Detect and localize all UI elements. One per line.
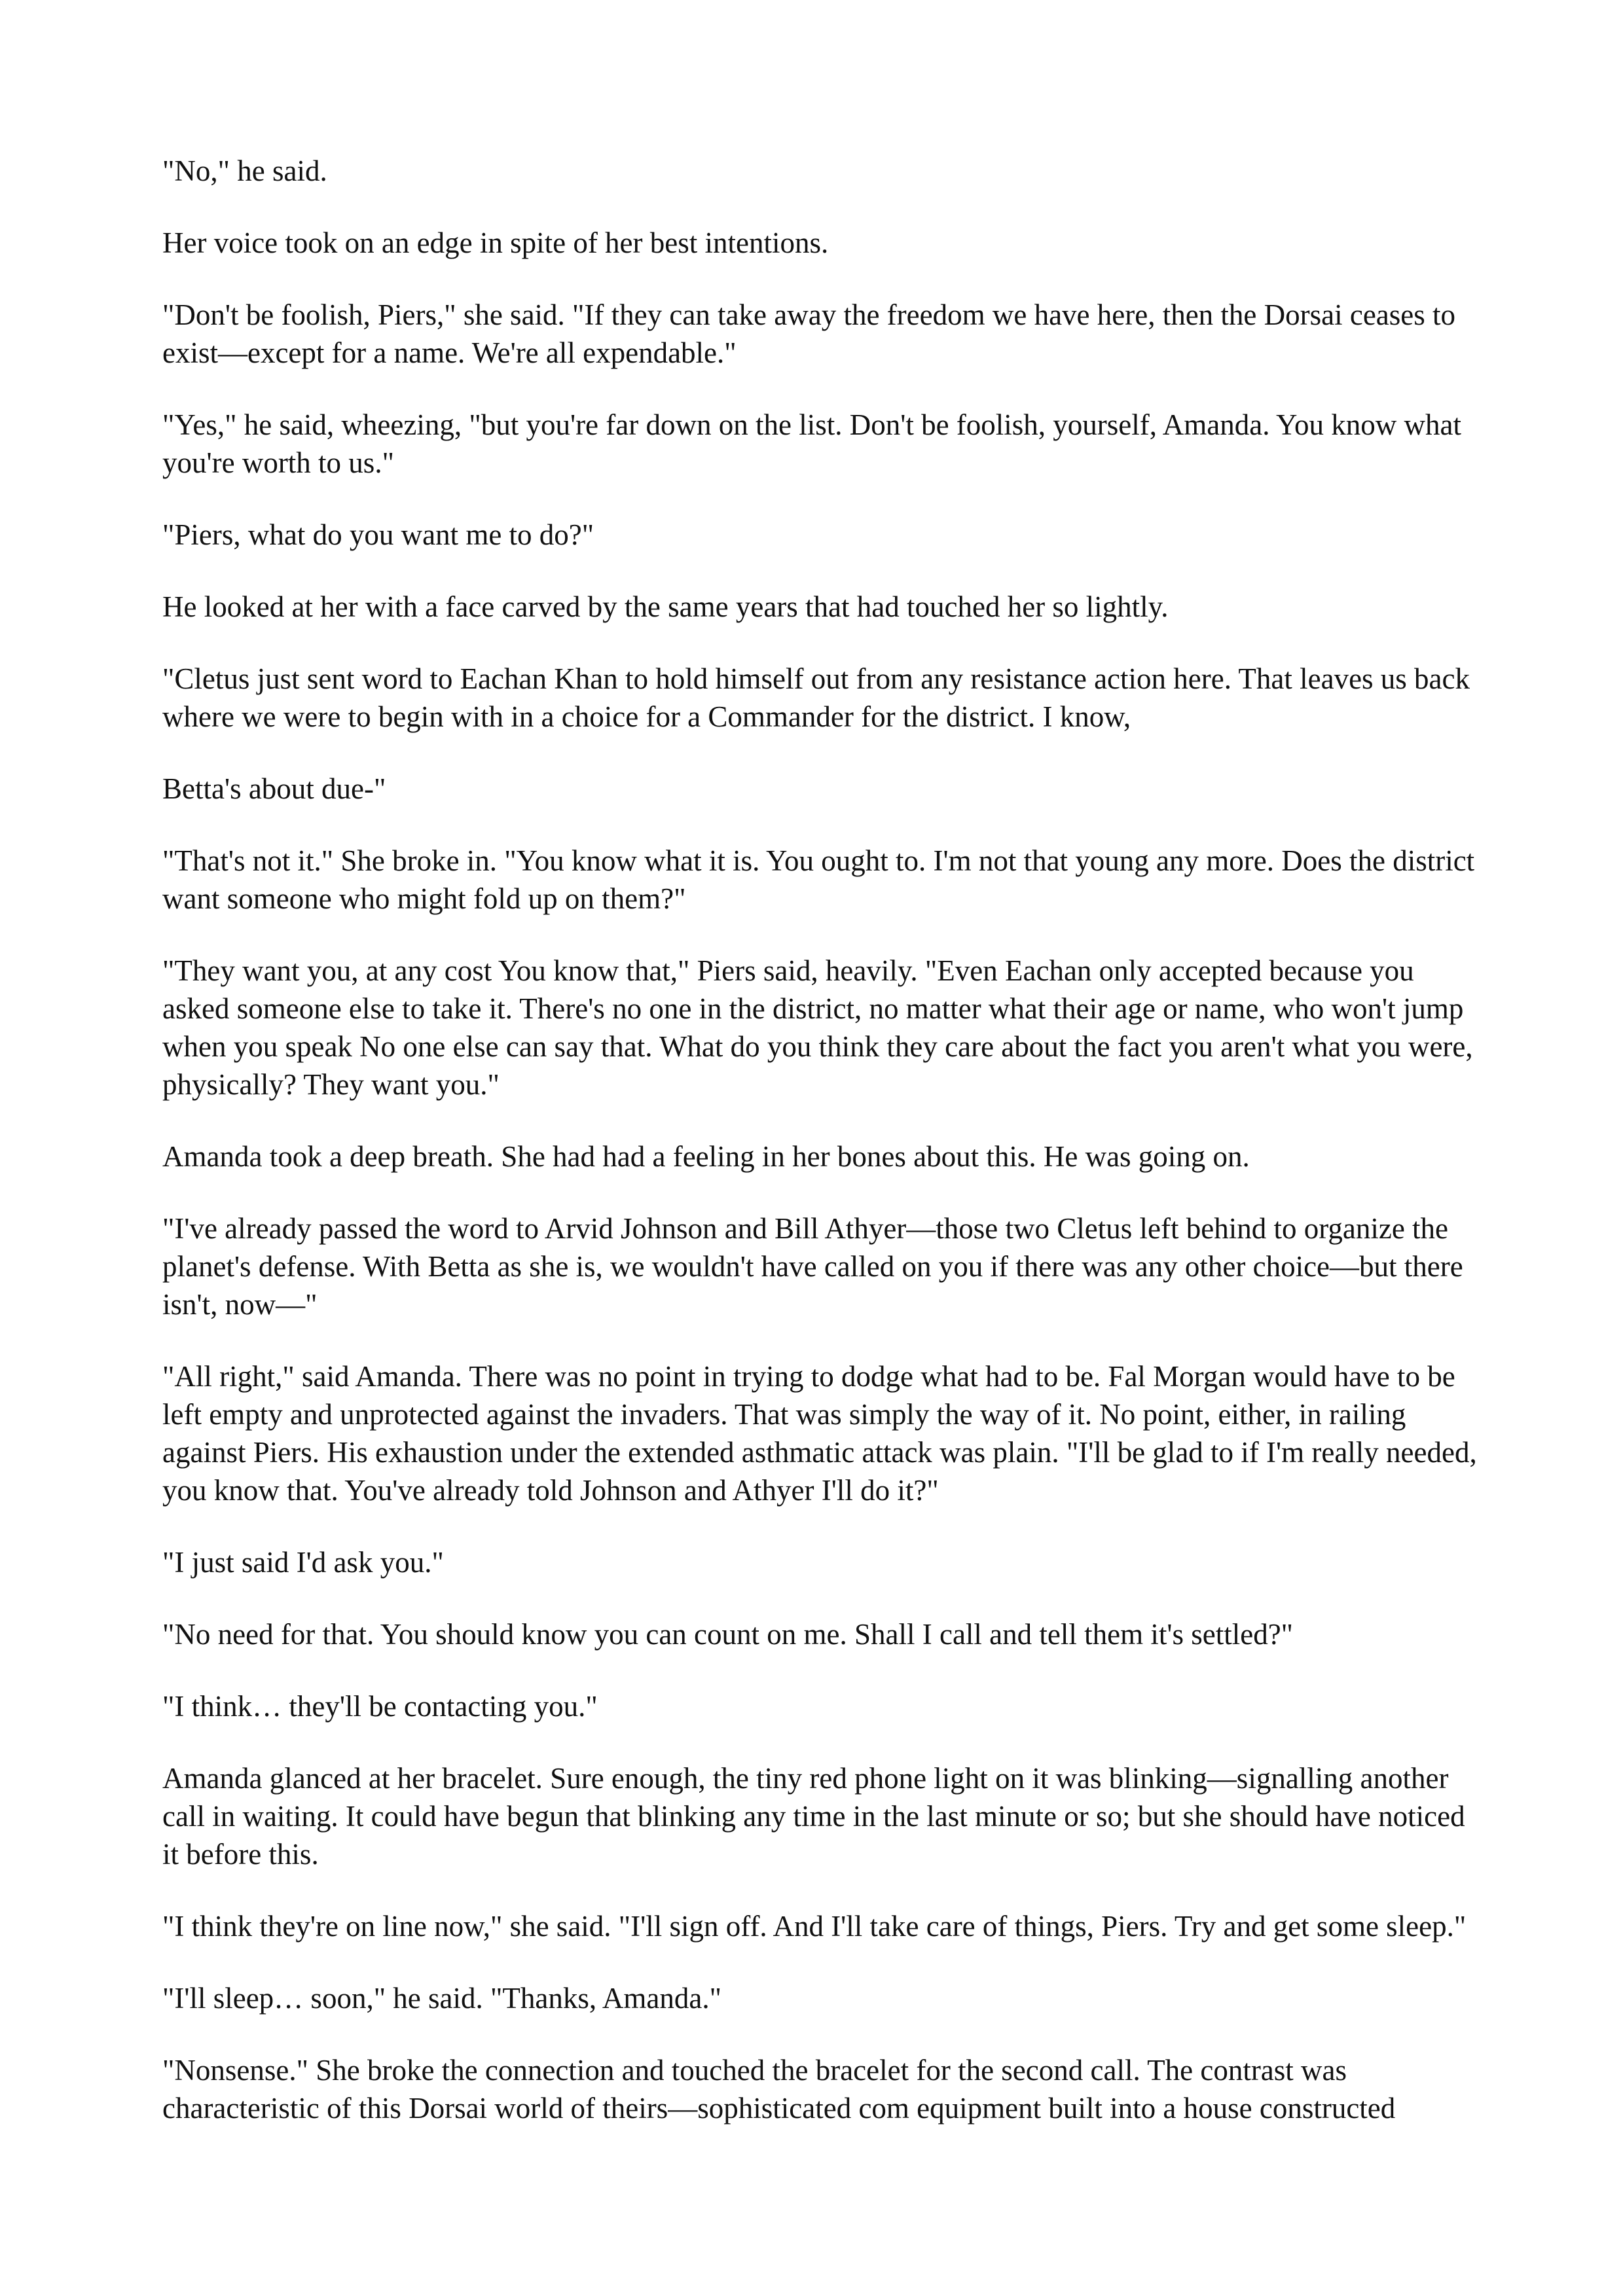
paragraph: "No," he said. <box>162 154 327 187</box>
paragraph: "I'll sleep… soon," he said. "Thanks, Amanda." <box>162 1982 721 2015</box>
paragraph: "That's not it." She broke in. "You know what it is. You ought to. I'm not that young any more. Does the district want someone who might fold up on them?" <box>162 844 1475 915</box>
paragraph: He looked at her with a face carved by the same years that had touched her so lightly. <box>162 590 1169 623</box>
paragraph: "Nonsense." She broke the connection and touched the bracelet for the second call. The contrast was characteristic of this Dorsai world of theirs—sophisticated com equipment built into a house constructed <box>162 2054 1396 2125</box>
paragraph: Amanda took a deep breath. She had had a feeling in her bones about this. He was going on. <box>162 1140 1250 1173</box>
body-text <box>162 152 1478 2161</box>
paragraph: "I've already passed the word to Arvid Johnson and Bill Athyer—those two Cletus left behind to organize the planet's defense. With Betta as she is, we wouldn't have called on you if there was any other choice—but there isn't, now—" <box>162 1212 1463 1321</box>
paragraph: "Cletus just sent word to Eachan Khan to hold himself out from any resistance action here. That leaves us back where we were to begin with in a choice for a Commander for the district. I know, <box>162 662 1470 733</box>
paragraph: "I think they're on line now," she said. "I'll sign off. And I'll take care of things, Piers. Try and get some sleep." <box>162 1910 1467 1943</box>
paragraph: "I think… they'll be contacting you." <box>162 1690 598 1723</box>
paragraph: "All right," said Amanda. There was no point in trying to dodge what had to be. Fal Morgan would have to be left empty and unprotected against the invaders. That was simply the way of it. No point, either, in railing against Piers. His exhaustion under the extended asthmatic attack was plain. "I'll be glad to if I'm really needed, you know that. You've already told Johnson and Athyer I'll do it?" <box>162 1360 1477 1507</box>
paragraph: "Don't be foolish, Piers," she said. "If they can take away the freedom we have here, then the Dorsai ceases to exist—except for a name. We're all expendable." <box>162 298 1456 369</box>
paragraph: Betta's about due-" <box>162 772 386 805</box>
paragraph: "Piers, what do you want me to do?" <box>162 518 594 551</box>
paragraph: "I just said I'd ask you." <box>162 1546 444 1579</box>
paragraph: Amanda glanced at her bracelet. Sure enough, the tiny red phone light on it was blinking—signalling another call in waiting. It could have begun that blinking any time in the last minute or so; but she should have noticed it before this. <box>162 1762 1465 1871</box>
paragraph: "Yes," he said, wheezing, "but you're far down on the list. Don't be foolish, yourself, Amanda. You know what you're worth to us." <box>162 408 1462 479</box>
paragraph: "No need for that. You should know you can count on me. Shall I call and tell them it's settled?" <box>162 1618 1294 1651</box>
paragraph: "They want you, at any cost You know that," Piers said, heavily. "Even Eachan only accepted because you asked someone else to take it. There's no one in the district, no matter what their age or name, who won't jump when you speak No one else can say that. What do you think they care about the fact you aren't what you were, physically? They want you." <box>162 954 1473 1101</box>
paragraph: Her voice took on an edge in spite of her best intentions. <box>162 226 829 259</box>
